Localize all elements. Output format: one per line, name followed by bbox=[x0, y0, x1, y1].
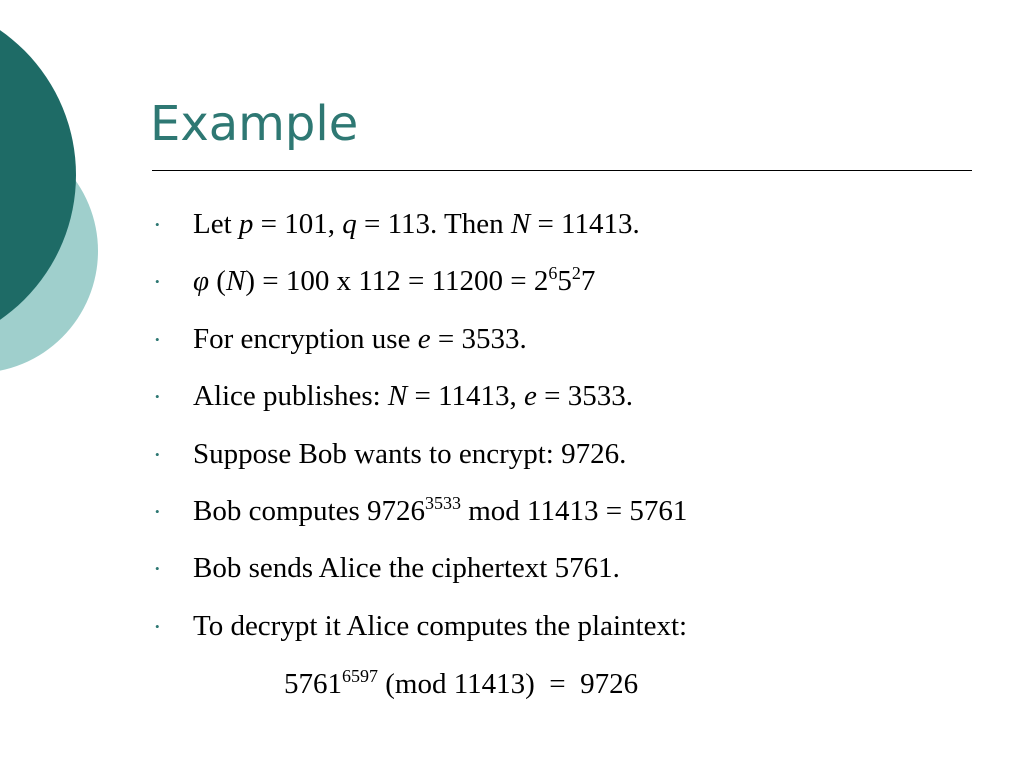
bullet-text bbox=[193, 253, 595, 310]
bullet-text: Bob sends Alice the ciphertext 5761. bbox=[193, 552, 620, 585]
exponent: 6597 bbox=[342, 666, 378, 686]
bullet-text bbox=[193, 196, 640, 253]
bullet-dot-icon: • bbox=[155, 331, 160, 347]
bullet-text bbox=[193, 368, 633, 425]
bullet-text: To decrypt it Alice computes the plaintext: bbox=[193, 609, 688, 642]
bullet-dot-icon: • bbox=[155, 217, 160, 232]
variable-e: e bbox=[417, 322, 431, 355]
slide-title: Example bbox=[150, 96, 359, 152]
bullet-dot-icon: • bbox=[155, 561, 160, 577]
text-run: = 11413. bbox=[530, 208, 640, 240]
decryption-equation bbox=[284, 656, 638, 713]
text-run: 5 bbox=[557, 265, 572, 298]
title-underline bbox=[152, 170, 972, 171]
text-run: = 3533. bbox=[536, 380, 634, 413]
equation-base: 5761 bbox=[284, 668, 342, 700]
text-run: For encryption use bbox=[193, 322, 418, 355]
bullet-dot-icon: • bbox=[155, 389, 160, 405]
variable-q: q bbox=[342, 208, 357, 240]
decorative-circles bbox=[0, 0, 110, 410]
variable-n: N bbox=[510, 208, 531, 240]
equation-rest: (mod 11413) = 9726 bbox=[378, 668, 639, 700]
text-run: ) = 100 x 112 = 11200 = 2 bbox=[245, 265, 549, 298]
text-run: = 3533. bbox=[430, 322, 527, 355]
text-run: 7 bbox=[580, 265, 596, 298]
text-run: = 113. Then bbox=[356, 208, 511, 240]
phi-symbol: φ bbox=[193, 265, 210, 298]
text-run: Bob computes 9726 bbox=[193, 494, 425, 527]
exponent: 2 bbox=[571, 263, 581, 284]
bullet-text bbox=[193, 483, 687, 540]
bullet-dot-icon: • bbox=[155, 618, 160, 634]
text-run: ( bbox=[209, 265, 226, 298]
bullet-text: Suppose Bob wants to encrypt: 9726. bbox=[193, 437, 627, 470]
exponent: 6 bbox=[548, 263, 558, 284]
text-run: = 11413, bbox=[407, 380, 525, 413]
bullet-text bbox=[193, 311, 527, 368]
variable-n: N bbox=[387, 380, 408, 413]
text-run: mod 11413 = 5761 bbox=[461, 494, 688, 527]
bullet-dot-icon: • bbox=[155, 503, 160, 519]
variable-e: e bbox=[524, 380, 537, 413]
bullet-dot-icon: • bbox=[155, 446, 160, 462]
text-run: Alice publishes: bbox=[193, 380, 388, 413]
bullet-dot-icon: • bbox=[155, 274, 160, 290]
exponent: 3533 bbox=[425, 492, 461, 513]
text-run: = 101, bbox=[253, 208, 343, 240]
variable-p: p bbox=[238, 208, 254, 240]
text-run: Let bbox=[193, 208, 239, 240]
variable-n: N bbox=[225, 265, 246, 298]
